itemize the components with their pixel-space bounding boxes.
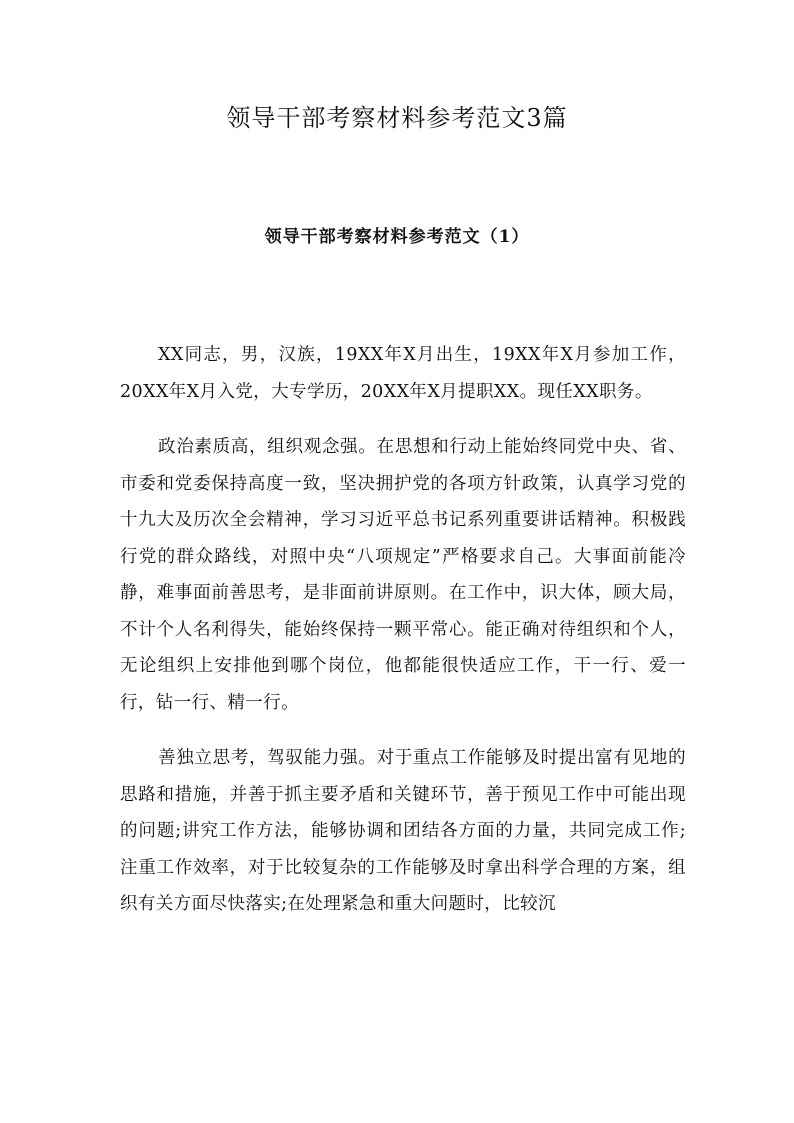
document-body xyxy=(120,337,686,942)
paragraph-independent-thinking: 善独立思考，驾驭能力强。对于重点工作能够及时提出富有见地的思路和措施，并善于抓主要矛盾和关键环节，善于预见工作中可能出现的问题;讲究工作方法，能够协调和团结各方面的力量，共同完成工作;注重工作效率，对于比较复杂的工作能够及时拿出科学合理的方案，组织有关方面尽快落实;在处理紧急和重大问题时，比较沉 xyxy=(120,748,686,914)
document-subtitle: 领导干部考察材料参考范文（1） xyxy=(264,227,530,247)
paragraph-political-quality: 政治素质高，组织观念强。在思想和行动上能始终同党中央、省、市委和党委保持高度一致，坚决拥护党的各项方针政策，认真学习党的十九大及历次全会精神，学习习近平总书记系列重要讲话精神。积极践行党的群众路线，对照中央“八项规定”严格要求自己。大事面前能冷静，难事面前善思考，是非面前讲原则。在工作中，识大体，顾大局，不计个人名利得失，能始终保持一颗平常心。能正确对待组织和个人，无论组织上安排他到哪个岗位，他都能很快适应工作，干一行、爱一行，钻一行、精一行。 xyxy=(120,437,686,713)
paragraph-profile: XX同志，男，汉族，19XX年X月出生，19XX年X月参加工作，20XX年X月入党，大专学历，20XX年X月提职XX。现任XX职务。 xyxy=(120,345,686,402)
document-title: 领导干部考察材料参考范文3篇 xyxy=(226,104,568,132)
